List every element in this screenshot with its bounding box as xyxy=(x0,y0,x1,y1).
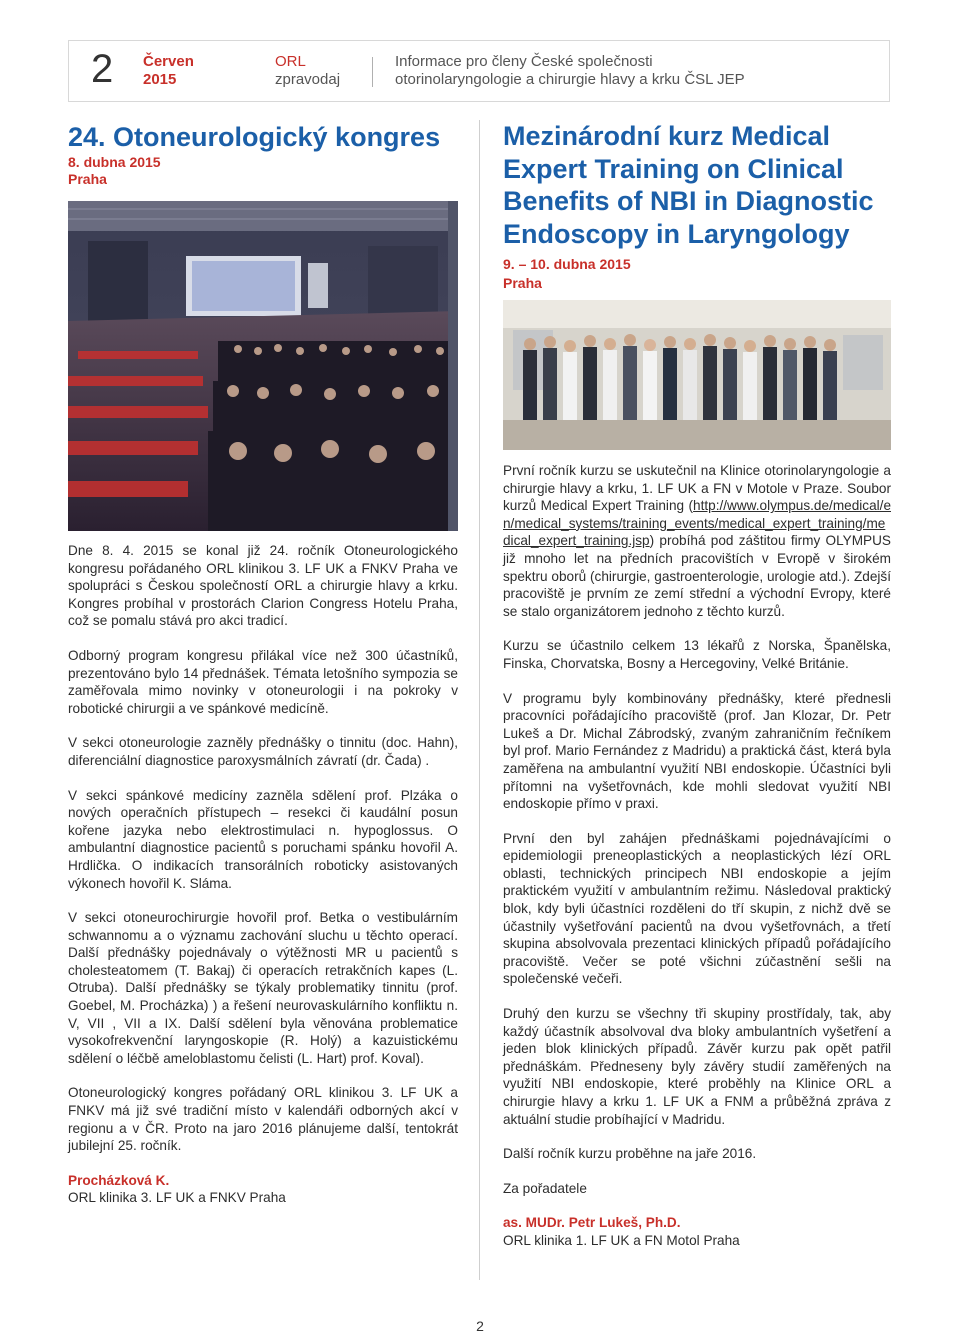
conference-hall-photo xyxy=(68,201,458,531)
right-article-date: 9. – 10. dubna 2015 xyxy=(503,256,631,272)
right-paragraph: Za pořadatele xyxy=(503,1180,587,1196)
right-article-city: Praha xyxy=(503,275,542,291)
right-signature: as. MUDr. Petr Lukeš, Ph.D. xyxy=(503,1215,681,1231)
right-paragraph: Kurzu se účastnilo celkem 13 lékařů z Norska, Španělska, Finska, Chorvatska, Bosny a Hercegoviny, Velké Británie. xyxy=(503,638,891,671)
right-article-title: Mezinárodní kurz Medical Expert Training on Clinical Benefits of NBI in Diagnostic Endoscopy in Laryngology xyxy=(503,121,874,249)
left-article-city: Praha xyxy=(68,171,107,187)
right-paragraph: V programu byly kombinovány přednášky, které přednesli pracovníci pořádajícího pracoviště (prof. Jan Klozar, Dr. Petr Lukeš a Dr. Michal Zábrodský, zvaným zahraničním řečníkem byl prof. Mario Fernández z Madridu) a praktická část, která byla zaměřena na ambulantní využití NBI endoskopie. Účastníci byli přítomni na vyšetřovnách, kde mohli sledovat využití NBI endoskopie přímo v praxi. xyxy=(503,690,891,812)
right-affiliation: ORL klinika 1. LF UK a FN Motol Praha xyxy=(503,1232,740,1248)
left-paragraph: V sekci otoneurochirurgie hovořil prof. Betka o vestibulárním schwannomu a o významu zachování sluchu u těchto operací. Další přednášky pojednávaly o výtěžnosti MR u pacientů s cholesteatomem (T. Bakaj) či operacích retrakčních kapes (L. Otruba). Další přednášky se týkaly problematiky tinnitu (prof. Goebel, M. Procházka) ) a řešení neurovaskulárního konfliktu n. V, VII , VII a IX. Další sdělení byla věnována problematice vysokofrekvenční laryngoskopie (R. Holý) a kazuistickému sdělení o léčbě ameloblastomu čelisti (L. Hart) prof. Koval). xyxy=(68,910,458,1066)
page-header xyxy=(68,40,890,102)
header-divider xyxy=(372,57,373,87)
left-paragraph: V sekci otoneurologie zazněly přednášky o tinnitu (doc. Hahn), diferenciální diagnostice paroxysmálních závratí (dr. Čada) . xyxy=(68,735,458,768)
header-info: Informace pro členy České společnosti otorinolaryngologie a chirurgie hlavy a krku ČSL JEP xyxy=(395,53,745,88)
group-photo xyxy=(503,300,891,450)
left-paragraph: Odborný program kongresu přilákal více než 300 účastníků, prezentováno bylo 14 přednášek. Témata letošního sympozia se zaměřovala mimo novinky v otoneurologii i na pokroky v robotické chirurgii a ve spánkové medicíně. xyxy=(68,647,458,716)
footer-page-number: 2 xyxy=(476,1318,484,1334)
column-divider xyxy=(479,120,480,1280)
left-paragraph: Dne 8. 4. 2015 se konal již 24. ročník Otoneurologického kongresu pořádaného ORL klinikou 3. LF UK a FNKV Praha ve spolupráci s Českou společností ORL a chirurgie hlavy a krku. Kongres probíhal v prostorách Clarion Congress Hotelu Praha, což se pomalu stává pro akci tradicí. xyxy=(68,543,458,629)
left-article-date: 8. dubna 2015 xyxy=(68,154,161,170)
header-page-number: 2 xyxy=(91,47,114,91)
left-article-body xyxy=(68,542,458,1207)
left-paragraph: V sekci spánkové medicíny zazněla sdělení prof. Plzáka o nových operačních přístupech – resekci či kaudální posun kořene jazyka nebo elektrostimulaci n. hypoglossus. O ambulantní diagnostice pacientů s poruchami spánku hovořil A. Hrdlička. O indikacích transorálních roboticky asistovaných výkonech hovořil K. Sláma. xyxy=(68,787,458,891)
right-paragraph: První den byl zahájen přednáškami pojednávajícími o epidemiologii preneoplastických a neoplastických lézí ORL oblasti, technických principech NBI endoskopie a jejím praktickém využití v ambulantním režimu. Následoval praktický blok, kdy byli účastníci rozděleni do tří skupin, z nichž dvě se účastnily vyšetřování pacientů na dvou vyšetřovnách, a třetí skupina absolvovala prezentaci klinických případů pořádajícího pracoviště. Večer se poté všichni zúčastnění sešli na společenské večeři. xyxy=(503,830,891,987)
left-article-heading xyxy=(68,122,468,188)
right-article-heading xyxy=(503,120,893,292)
right-article-body xyxy=(503,462,891,1250)
right-paragraph-intro: První ročník kurzu se uskutečnil na Klinice otorinolaryngologie a chirurgie hlavy a krku, 1. LF UK a FN v Motole v Praze. Soubor kurzů Medical Expert Training (http://www.olympus.de/medical/en/medical_systems/training_events/medical_expert_training/medical_expert_training.jsp) probíhá pod záštitou firmy OLYMPUS již mnoho let na předních pracovištích v Evropě v širokém spektru oborů (chirurgie, gastroenterologie, urologie atd.). Zdejší pracoviště je prvním ze zemí střední a východní Evropy, které se stalo organizátorem jednoho z těchto kurzů. xyxy=(503,463,891,619)
left-paragraph: Otoneurologický kongres pořádaný ORL klinikou 3. LF UK a FNKV má již své tradiční místo v kalendáři odborných akcí v regionu a v ČR. Proto na jaro 2016 plánujeme další, tentokrát jubilejní 25. ročník. xyxy=(68,1085,458,1154)
left-signature: Procházková K. xyxy=(68,1172,170,1188)
newsletter-name: ORL zpravodaj xyxy=(275,53,341,88)
right-paragraph: Další ročník kurzu proběhne na jaře 2016. xyxy=(503,1146,757,1162)
left-affiliation: ORL klinika 3. LF UK a FNKV Praha xyxy=(68,1190,286,1206)
olympus-training-link[interactable]: http://www.olympus.de/medical/en/medical_systems/training_events/medical_expert_training/medical_expert_training.jsp xyxy=(503,498,891,549)
left-article-title: 24. Otoneurologický kongres xyxy=(68,122,441,152)
right-paragraph: Druhý den kurzu se všechny tři skupiny prostřídaly, tak, aby každý účastník absolvoval dva bloky ambulantních vyšetření a jeden blok klinických případů. Závěr kurzu pak opět patřil přednáškám. Předneseny byly závěry studií zaměřených na využití NBI endoskopie, které proběhly na Klinice ORL a chirurgie hlavy a krku 1. LF UK a FNM a průběžná zpráva z aktuální studie probíhající v Madridu. xyxy=(503,1006,891,1127)
issue-date: Červen 2015 xyxy=(143,53,194,88)
